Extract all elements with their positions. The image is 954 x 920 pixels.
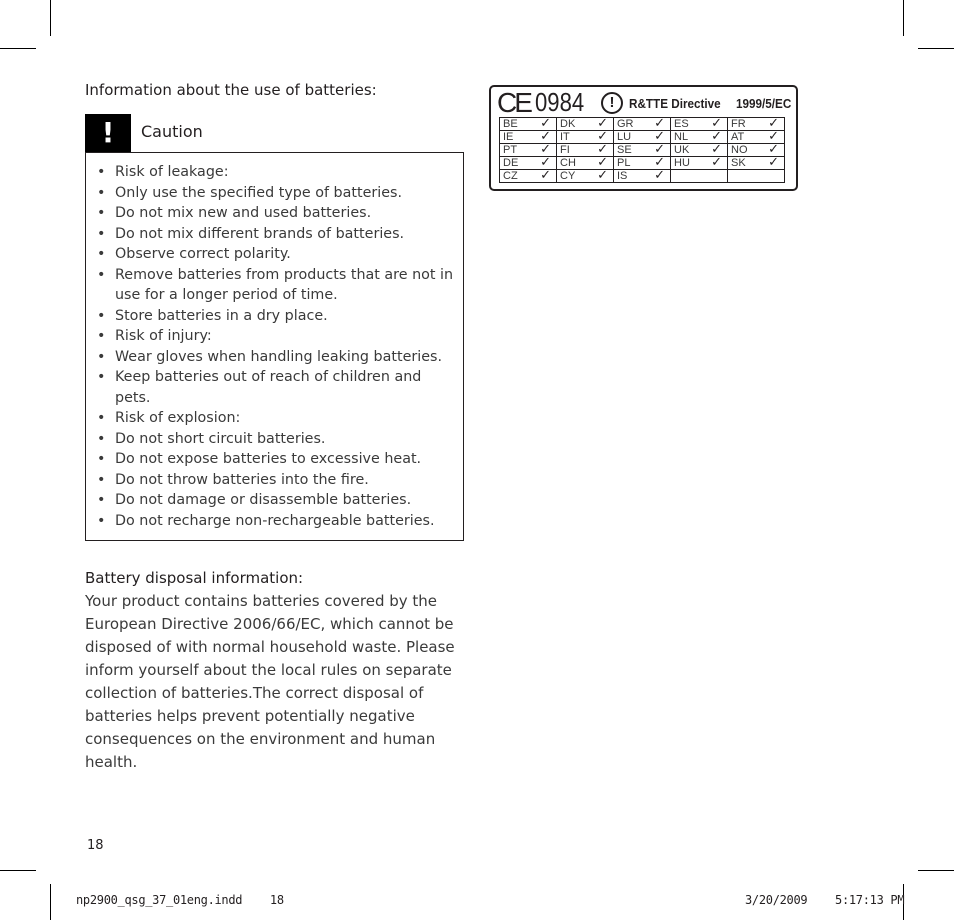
- caution-box: [85, 152, 464, 541]
- checkmark-icon: ✓: [597, 141, 608, 156]
- caution-item: [95, 224, 455, 245]
- exclamation-icon: !: [85, 114, 131, 152]
- checkmark-icon: ✓: [597, 167, 608, 182]
- checkmark-icon: ✓: [711, 128, 722, 143]
- checkmark-icon: ✓: [768, 115, 779, 130]
- bullet-icon: •: [97, 266, 106, 283]
- caution-title: Caution: [141, 122, 203, 141]
- bullet-icon: •: [97, 246, 106, 262]
- bullet-icon: •: [97, 164, 106, 180]
- caution-header: [85, 114, 464, 152]
- caution-item-text: Store batteries in a dry place.: [115, 307, 328, 324]
- checkmark-icon: ✓: [597, 154, 608, 169]
- bullet-icon: •: [97, 205, 106, 221]
- caution-item-text: Do not damage or disassemble batteries.: [115, 492, 412, 508]
- country-cell: [557, 167, 614, 183]
- caution-item-text: Risk of injury:: [115, 328, 212, 344]
- checkmark-icon: ✓: [711, 154, 722, 169]
- bullet-icon: •: [97, 512, 106, 529]
- caution-item-text: Do not recharge non-rechargeable batteries.: [115, 512, 435, 529]
- country-row: [500, 170, 785, 183]
- country-code: LU: [617, 131, 632, 143]
- checkmark-icon: ✓: [768, 128, 779, 143]
- caution-item: [95, 326, 455, 347]
- country-code: DE: [503, 157, 519, 169]
- disposal-body: Your product contains batteries covered by the European Directive 2006/66/EC, which cannot be disposed of with normal household waste. Please inform yourself about the local rules on separate collection of batteries.The correct disposal of batteries helps prevent potentially negative consequences on the environment and human health.: [85, 592, 455, 771]
- caution-item-text: Do not mix new and used batteries.: [115, 205, 372, 221]
- checkmark-icon: ✓: [540, 167, 551, 182]
- bullet-icon: •: [97, 184, 106, 201]
- caution-item: [95, 470, 455, 491]
- country-code: FR: [731, 118, 746, 130]
- caution-item-text: Do not expose batteries to excessive heat.: [115, 451, 422, 467]
- alert-icon: !: [601, 92, 623, 114]
- country-code: DK: [560, 118, 576, 130]
- crop-mark: [50, 0, 51, 36]
- country-code: IS: [617, 170, 628, 182]
- caution-item: [95, 306, 455, 327]
- country-code: AT: [731, 131, 745, 143]
- country-code: UK: [674, 144, 690, 156]
- caution-item: [95, 429, 455, 450]
- caution-list: [95, 162, 455, 531]
- crop-mark: [918, 48, 954, 49]
- checkmark-icon: ✓: [768, 141, 779, 156]
- caution-item: [95, 408, 455, 429]
- caution-item: [95, 244, 455, 265]
- country-code: BE: [503, 118, 518, 130]
- slug-file: np2900_qsg_37_01eng.indd 18: [76, 893, 284, 907]
- country-code: HU: [674, 157, 690, 169]
- checkmark-icon: ✓: [540, 115, 551, 130]
- crop-mark: [0, 48, 36, 49]
- caution-item-text: Do not short circuit batteries.: [115, 430, 326, 447]
- directive-code: 1999/5/EC: [736, 96, 792, 111]
- country-code: FI: [560, 144, 570, 156]
- caution-item-text: Remove batteries from products that are not in use for a longer period of time.: [115, 266, 454, 303]
- checkmark-icon: ✓: [597, 115, 608, 130]
- bullet-icon: •: [97, 348, 106, 365]
- ce-mark: CE: [497, 87, 530, 118]
- checkmark-icon: ✓: [654, 141, 665, 156]
- caution-item-text: Risk of leakage:: [115, 164, 229, 180]
- caution-item: [95, 183, 455, 204]
- caution-item: [95, 265, 455, 306]
- checkmark-icon: ✓: [597, 128, 608, 143]
- country-code: ES: [674, 118, 689, 130]
- checkmark-icon: ✓: [654, 115, 665, 130]
- bullet-icon: •: [97, 451, 106, 467]
- checkmark-icon: ✓: [540, 141, 551, 156]
- rtte-compliance-panel: [489, 85, 798, 191]
- caution-item: [95, 162, 455, 183]
- bullet-icon: •: [97, 410, 106, 426]
- country-grid: [499, 117, 785, 183]
- bullet-icon: •: [97, 328, 106, 344]
- country-code: SE: [617, 144, 632, 156]
- country-code: IE: [503, 131, 514, 143]
- country-code: CH: [560, 157, 576, 169]
- country-code: SK: [731, 157, 746, 169]
- checkmark-icon: ✓: [540, 128, 551, 143]
- disposal-title: Battery disposal information:: [85, 569, 304, 587]
- slug-datetime: 3/20/2009 5:17:13 PM: [745, 893, 905, 907]
- crop-mark: [918, 870, 954, 871]
- country-code: IT: [560, 131, 570, 143]
- country-code: NO: [731, 144, 748, 156]
- caution-item: [95, 511, 455, 532]
- checkmark-icon: ✓: [654, 128, 665, 143]
- country-cell: [500, 167, 557, 183]
- bullet-icon: •: [97, 369, 106, 385]
- caution-item-text: Wear gloves when handling leaking batteries.: [115, 348, 443, 365]
- caution-item-text: Do not throw batteries into the fire.: [115, 471, 369, 488]
- crop-mark: [50, 884, 51, 920]
- caution-item: [95, 347, 455, 368]
- caution-item: [95, 449, 455, 470]
- directive-name: R&TTE Directive: [629, 96, 721, 111]
- bullet-icon: •: [97, 225, 106, 242]
- country-code: NL: [674, 131, 689, 143]
- caution-item-text: Risk of explosion:: [115, 410, 241, 426]
- crop-mark: [0, 870, 36, 871]
- caution-item: [95, 367, 455, 408]
- caution-item-text: Observe correct polarity.: [115, 246, 291, 262]
- country-code: PT: [503, 144, 518, 156]
- bullet-icon: •: [97, 471, 106, 488]
- checkmark-icon: ✓: [768, 154, 779, 169]
- checkmark-icon: ✓: [654, 167, 665, 182]
- checkmark-icon: ✓: [540, 154, 551, 169]
- page-number: 18: [87, 838, 104, 853]
- caution-item-text: Keep batteries out of reach of children and pets.: [115, 369, 422, 406]
- country-code: PL: [617, 157, 631, 169]
- checkmark-icon: ✓: [711, 115, 722, 130]
- country-code: GR: [617, 118, 634, 130]
- disposal-section: [85, 567, 470, 774]
- country-cell: [671, 170, 728, 183]
- bullet-icon: •: [97, 492, 106, 508]
- caution-item-text: Only use the specified type of batteries.: [115, 184, 403, 201]
- country-cell: [614, 167, 671, 183]
- crop-mark: [903, 0, 904, 36]
- caution-item: [95, 490, 455, 511]
- country-cell: [728, 170, 785, 183]
- country-code: CY: [560, 170, 576, 182]
- bullet-icon: •: [97, 307, 106, 324]
- caution-panel: [85, 114, 464, 541]
- notified-body-number: 0984: [535, 87, 585, 117]
- country-cell: [728, 154, 785, 170]
- country-code: CZ: [503, 170, 518, 182]
- caution-item-text: Do not mix different brands of batteries.: [115, 225, 405, 242]
- caution-item: [95, 203, 455, 224]
- checkmark-icon: ✓: [711, 141, 722, 156]
- country-cell: [671, 154, 728, 170]
- checkmark-icon: ✓: [654, 154, 665, 169]
- bullet-icon: •: [97, 430, 106, 447]
- battery-info-heading: Information about the use of batteries:: [85, 81, 377, 99]
